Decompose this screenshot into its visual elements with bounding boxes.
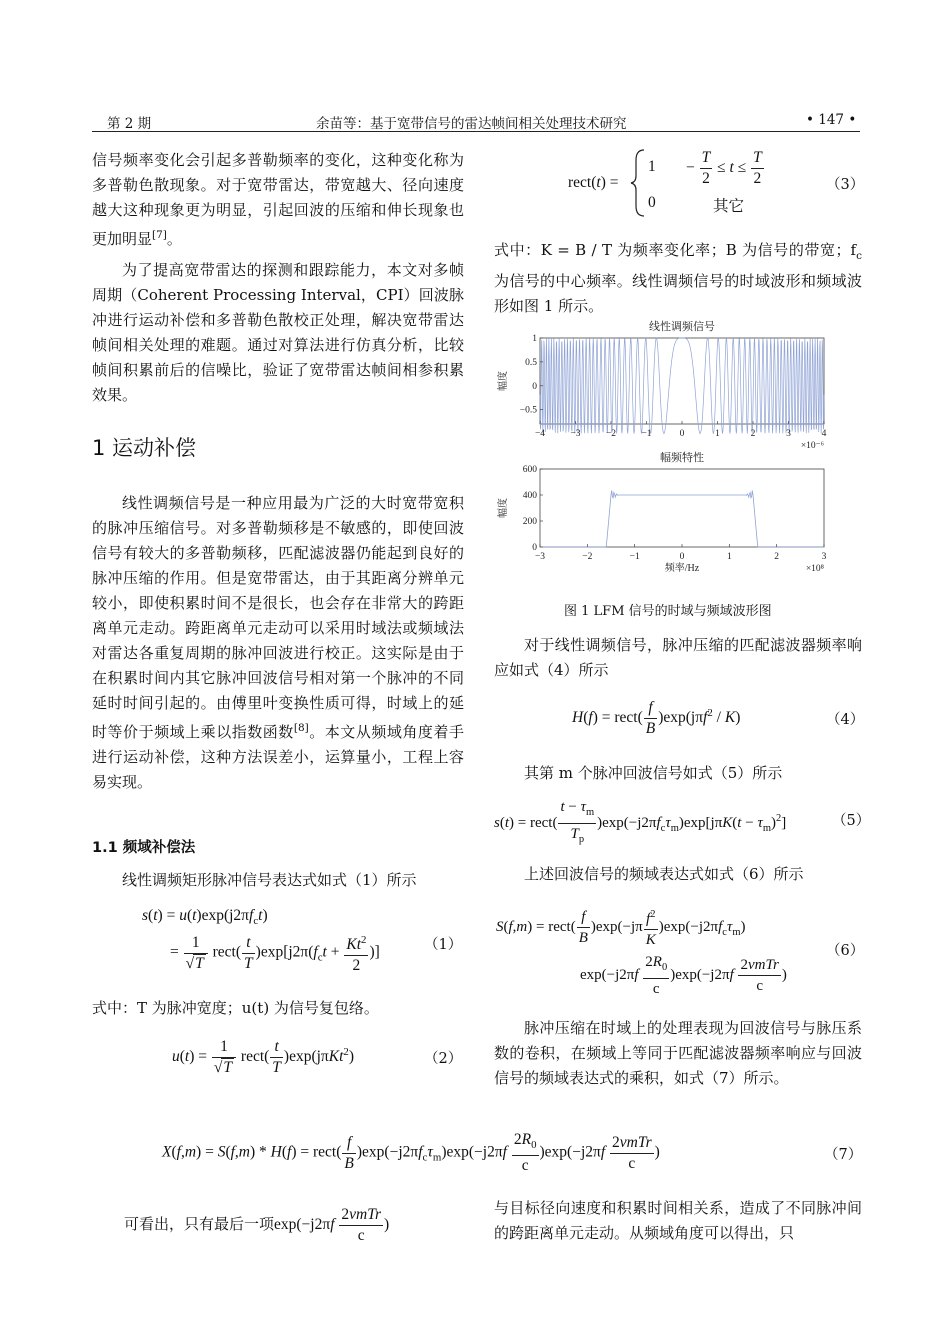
section-heading: 1 运动补偿: [92, 436, 197, 460]
equation-5-number: （5）: [832, 813, 871, 829]
chart2-ytick-label: 600: [522, 465, 537, 475]
chart1-ytick-label: 1: [532, 334, 537, 344]
citation: [8]: [293, 722, 309, 734]
chart1-xtick-label: 0: [679, 429, 685, 439]
chart1-xtick-label: −4: [534, 429, 546, 439]
chart2-xtick-label: 3: [821, 552, 827, 562]
figure-1-caption: 图 1 LFM 信号的时域与频域波形图: [564, 604, 772, 619]
para-7: 式中：K = B / T 为频率变化率；B 为信号的带宽；$f_c$ 为信号的中心频率。线性调频信号的时域波形和频域波形如图 1 所示。: [494, 241, 862, 315]
chart2-x-multiplier: ×10⁸: [805, 564, 824, 574]
para-8-wrap: [494, 633, 862, 683]
para-11-wrap: [494, 1016, 862, 1091]
running-title: 余苗等：基于宽带信号的雷达帧间相关处理技术研究: [316, 116, 627, 132]
chart2-xtick-label: −3: [534, 552, 546, 562]
chart2-xtick-label: −1: [629, 552, 640, 562]
figure-1: [494, 316, 862, 588]
para-9: 其第 m 个脉冲回波信号如式（5）所示: [524, 764, 783, 782]
chart2-title: 幅频特性: [660, 452, 704, 464]
equation-6-line-2: exp(−j2πf $\frac{2R_0}{c}$ )exp(−j2πf $\frac{\text{2vmTr}}{c}$ ): [580, 954, 787, 997]
equation-6-number: （6）: [826, 943, 865, 959]
brace-icon: [630, 148, 646, 218]
chart1-ytick-label: 0: [532, 381, 537, 392]
chart2-ytick-label: 400: [522, 491, 537, 501]
para-5-wrap: [92, 996, 464, 1021]
equation-7-number: （7）: [824, 1147, 863, 1163]
subsection-heading: 1.1 频域补偿法: [92, 840, 196, 856]
chart2-xtick-label: 1: [726, 552, 732, 562]
para-10-wrap: [494, 862, 862, 887]
chart1-xtick-label: 2: [750, 429, 756, 439]
chart1-xtick-label: −3: [570, 429, 581, 439]
para-2: 为了提高宽带雷达的探测和跟踪能力，本文对多帧周期（Coherent Processing Interval，CPI）回波脉冲进行运动补偿和多普勒色散校正处理，解决宽带雷达帧间相关处理的难题。通过对算法进行仿真分析，比较帧间积累前后的信噪比，验证了宽带雷达帧间相参积累效果。: [92, 261, 464, 404]
left-column: [92, 148, 464, 408]
chart2-series-line: [540, 490, 824, 547]
equation-4-number: （4）: [826, 712, 865, 728]
equation-7: X(f,m) = S(f,m) * H(f) = rect( $\frac{f}{B}$ )$\exp(-j2\pi f_c\tau_m)\exp(-j2\pi f$ $\frac{2R_0}{c}$ )exp(−j2πf $\frac{\text{2vmTr}}{c}$ ): [162, 1131, 660, 1175]
chart2-ytick-label: 0: [532, 543, 537, 553]
chart1-ytick-label: 0.5: [525, 357, 537, 368]
chart2-ytick-label: 200: [522, 517, 537, 527]
chart2-xtick-label: −2: [582, 552, 593, 562]
chart1-x-multiplier: ×10⁻⁶: [800, 441, 824, 451]
para-1: 信号频率变化会引起多普勒频率的变化，这种变化称为多普勒色散现象。对于宽带雷达，带宽越大、径向速度越大这种现象更为明显，引起回波的压缩和伸长现象也更加明显[7]。: [92, 151, 464, 248]
equation-5: s(t) = rect( $\frac{t - \tau_m}{T_p}$ )$\exp(-j2\pi f_c\tau_m)\exp[j\pi K(t - \tau_m)^2]$: [494, 799, 787, 845]
chart1-ylabel: 幅度: [498, 371, 509, 391]
chart1-series-line: [540, 338, 824, 434]
chart2-xtick-label: 0: [679, 552, 685, 562]
equation-2-number: （2）: [424, 1051, 463, 1067]
chart1-xtick-label: 4: [821, 429, 827, 439]
para-7-wrap: [494, 238, 862, 319]
chart1-title: 线性调频信号: [649, 321, 715, 333]
page-number: • 147 •: [806, 112, 857, 128]
chart2-xlabel: 频率/Hz: [664, 563, 700, 574]
chart2-ylabel: 幅度: [498, 498, 509, 518]
para-6: 可看出，只有最后一项exp(−j2πf $\frac{\text{2vmTr}}{c}$ ): [124, 1206, 390, 1244]
equation-3-number: （3）: [826, 177, 865, 193]
chart-time-domain: [496, 319, 827, 451]
para-4-wrap: [92, 868, 464, 893]
equation-1-number: （1）: [424, 937, 463, 953]
para-8: 对于线性调频信号，脉冲压缩的匹配滤波器频率响应如式（4）所示: [494, 636, 862, 679]
para-4: 线性调频矩形脉冲信号表达式如式（1）所示: [122, 871, 417, 889]
para-12: 与目标径向速度和积累时间相关系，造成了不同脉冲间的跨距离单元走动。从频域角度可以得出，只: [494, 1199, 862, 1242]
chart1-ytick-label: −0.5: [519, 405, 537, 416]
equation-1-line-2: = $\frac{1}{√T}$ rect( $\frac{t}{T}$ )$\exp[j2\pi(f_ct$ + $\frac{Kt^2}{2}$ )]: [170, 930, 380, 976]
para-10: 上述回波信号的频域表达式如式（6）所示: [524, 865, 804, 883]
chart1-xtick-label: 3: [786, 429, 791, 439]
para-11: 脉冲压缩在时域上的处理表现为回波信号与脉压系数的卷积，在频域上等同于匹配滤波器频率响应与回波信号的频域表达式的乘积，如式（7）所示。: [494, 1019, 862, 1087]
header-rule: [92, 131, 860, 132]
para-12-wrap: [494, 1196, 862, 1246]
chart2-xtick-label: 2: [774, 552, 780, 562]
citation: [7]: [152, 229, 167, 241]
left-column-2: [92, 491, 464, 795]
equation-4: H(f) = rect( $\frac{f}{B}$ )exp(jπf$^2$ / K): [572, 699, 741, 737]
para-5: 式中：T 为脉冲宽度；u(t) 为信号复包络。: [92, 999, 379, 1017]
equation-1-line-1: $s(t) = u(t)\exp(j2\pi f_ct)$: [142, 907, 268, 928]
chart1-xtick-label: −1: [641, 429, 652, 439]
chart2-frame: [540, 469, 824, 547]
chart1-xtick-label: −2: [605, 429, 617, 439]
chart1-xtick-label: 1: [715, 429, 720, 439]
para-3: 线性调频信号是一种应用最为广泛的大时宽带宽积的脉冲压缩信号。对多普勒频移是不敏感的，即使回波信号有较大的多普勒频移，匹配滤波器仍能起到良好的脉冲压缩的作用。但是宽带雷达，由于其距离分辨单元较小，即使积累时间不是很长，也会存在非常大的跨距离单元走动。跨距离单元走动可以采用时域法或频域法对雷达各重复周期的脉冲回波进行校正。这实际是由于在积累时间内其它脉冲回波信号相对第一个脉冲的不同延时时间引起的。由傅里叶变换性质可得，时域上的延时等价于频域上乘以指数函数[8]。本文从频域角度着手进行运动补偿，这种方法误差小，运算量小，工程上容易实现。: [92, 494, 464, 791]
equation-6-line-1: S(f,m) = rect( $\frac{f}{B}$ )exp(−jπ $\frac{f^2}{K}$ )$\exp(-j2\pi f_c\tau_m)$: [496, 905, 746, 950]
equation-2: u(t) = $\frac{1}{√T}$ rect( $\frac{t}{T}$ )exp(jπKt$^2$): [172, 1038, 355, 1076]
chart-frequency-domain: [496, 450, 827, 574]
para-9-wrap: [494, 761, 862, 786]
issue-number: 第 2 期: [107, 116, 152, 132]
else-label: 其它: [713, 198, 745, 215]
